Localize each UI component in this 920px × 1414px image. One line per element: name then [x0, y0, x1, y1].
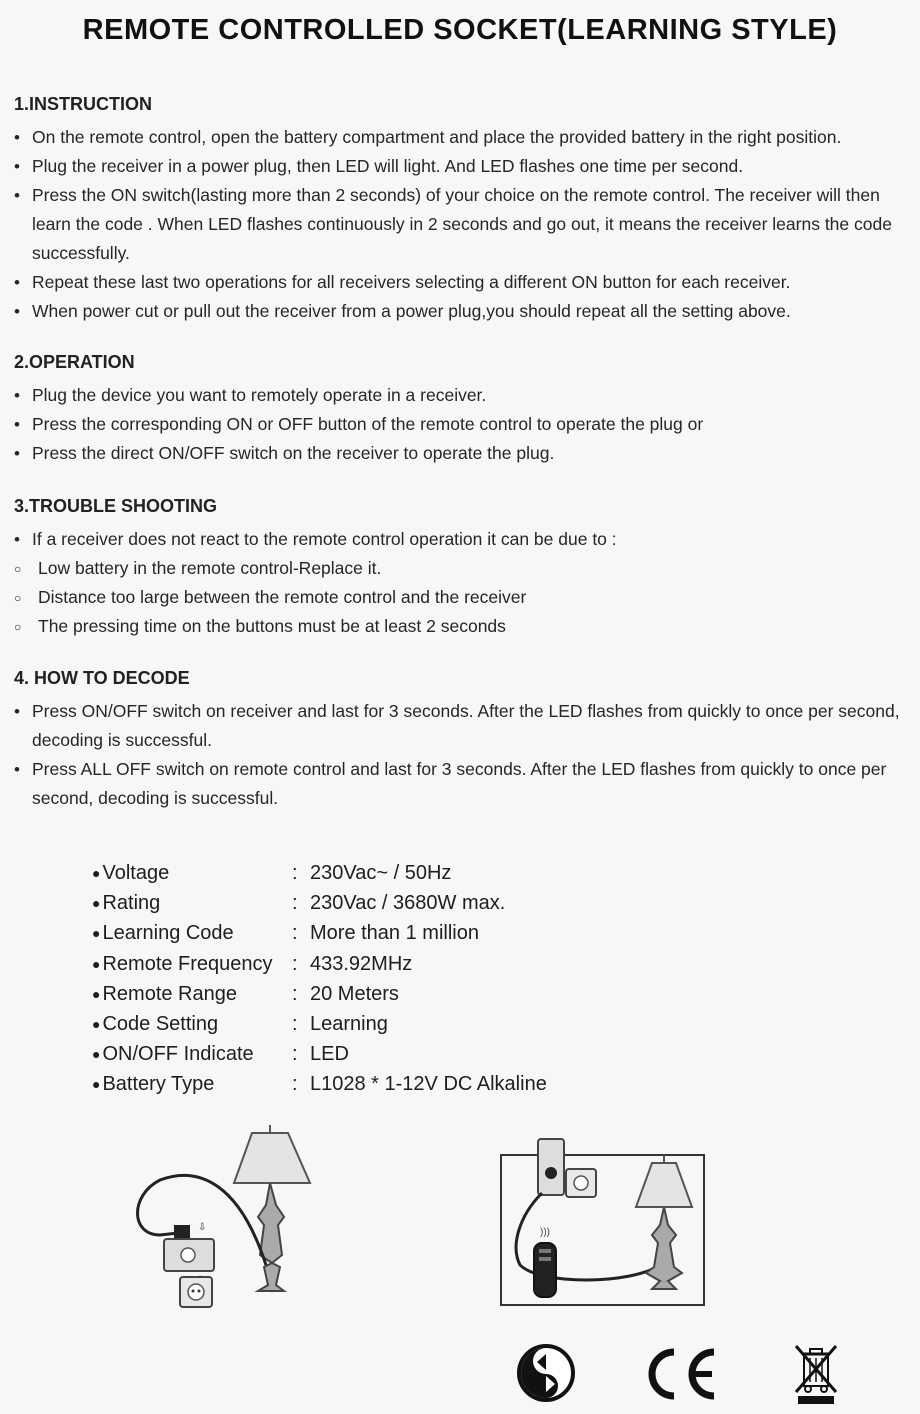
- lamp-base-icon: [646, 1207, 682, 1289]
- spec-label: ● Remote Frequency: [92, 949, 292, 979]
- decode-list: [14, 697, 914, 813]
- section-how-to-decode: [14, 668, 914, 813]
- spec-colon: :: [292, 982, 298, 1005]
- crossed-bin-icon: [792, 1342, 840, 1406]
- spec-colon: :: [292, 1012, 298, 1035]
- instruction-list: [14, 123, 914, 326]
- spec-row: [92, 949, 652, 979]
- spec-label: ● Learning Code: [92, 918, 292, 948]
- svg-text:⇩: ⇩: [198, 1222, 207, 1233]
- section-trouble-shooting: [14, 496, 914, 641]
- sub-list-item: ○ The pressing time on the buttons must be at least 2 seconds: [14, 612, 914, 641]
- spec-row: [92, 918, 652, 948]
- svg-text:))): ))): [540, 1227, 550, 1238]
- sub-list-item: ○ Distance too large between the remote control and the receiver: [14, 583, 914, 612]
- spec-row: [92, 888, 652, 918]
- spec-colon: :: [292, 1073, 298, 1096]
- spec-value: LED: [310, 1043, 349, 1066]
- spec-row: [92, 858, 652, 888]
- spec-value: 230Vac~ / 50Hz: [310, 862, 452, 884]
- list-item: • When power cut or pull out the receiver from a power plug,you should repeat all the setting above.: [14, 297, 914, 326]
- spec-label: ● Rating: [92, 888, 292, 918]
- spec-label: ● ON/OFF Indicate: [92, 1039, 292, 1069]
- spec-row: [92, 1069, 652, 1099]
- spec-label: ● Code Setting: [92, 1009, 292, 1039]
- spec-colon: :: [292, 952, 298, 975]
- list-item: • Press ALL OFF switch on remote control and last for 3 seconds. After the LED flashes from quickly to once per second, decoding is successful.: [14, 755, 914, 813]
- spec-colon: :: [292, 892, 298, 915]
- list-item: • On the remote control, open the battery compartment and place the provided battery in the right position.: [14, 123, 914, 152]
- plug-lamp-illustration: [130, 1125, 330, 1315]
- lamp-base-icon: [258, 1183, 284, 1291]
- list-item: • Repeat these last two operations for all receivers selecting a different ON button for each receiver.: [14, 268, 914, 297]
- list-item: • Press the corresponding ON or OFF button of the remote control to operate the plug or: [14, 410, 914, 439]
- spec-row: [92, 979, 652, 1009]
- list-item: • Press the direct ON/OFF switch on the receiver to operate the plug.: [14, 439, 914, 468]
- spec-row: [92, 1039, 652, 1069]
- operation-list: [14, 381, 914, 468]
- spec-value: More than 1 million: [310, 922, 479, 945]
- section-heading: 2.OPERATION: [14, 352, 135, 372]
- spec-table: [92, 858, 652, 1100]
- spec-value: Learning: [310, 1012, 388, 1035]
- section-operation: [14, 352, 914, 468]
- spec-colon: :: [292, 1043, 298, 1066]
- spec-label: ● Voltage: [92, 858, 292, 888]
- spec-colon: :: [292, 922, 298, 945]
- section-heading: 4. HOW TO DECODE: [14, 668, 190, 688]
- spec-label: ● Remote Range: [92, 979, 292, 1009]
- spec-value: L1028 * 1-12V DC Alkaline: [310, 1073, 547, 1096]
- spec-colon: :: [292, 862, 298, 884]
- section-heading: 1.INSTRUCTION: [14, 94, 153, 114]
- ce-mark-icon: [644, 1346, 720, 1402]
- spec-value: 20 Meters: [310, 982, 399, 1005]
- list-item: • Press the ON switch(lasting more than 2 seconds) of your choice on the remote control. The receiver will then learn the code . When LED flashes continuously in 2 seconds and go out, it means the receiver learns the code successfully.: [14, 181, 914, 268]
- sub-list-item: ○ Low battery in the remote control-Replace it.: [14, 554, 914, 583]
- section-instruction: [14, 94, 914, 326]
- list-item: • If a receiver does not react to the remote control operation it can be due to :: [14, 525, 914, 554]
- trouble-list: [14, 525, 914, 641]
- green-dot-icon: [517, 1344, 575, 1402]
- page-title: REMOTE CONTROLLED SOCKET(LEARNING STYLE): [82, 14, 838, 46]
- section-heading: 3.TROUBLE SHOOTING: [14, 496, 218, 516]
- spec-row: [92, 1009, 652, 1039]
- list-item: • Plug the device you want to remotely operate in a receiver.: [14, 381, 914, 410]
- lamp-shade-icon: [636, 1163, 692, 1207]
- spec-label: ● Battery Type: [92, 1069, 292, 1099]
- list-item: • Press ON/OFF switch on receiver and last for 3 seconds. After the LED flashes from quickly to once per second, decoding is successful.: [14, 697, 914, 755]
- spec-value: 433.92MHz: [310, 952, 413, 975]
- list-item: • Plug the receiver in a power plug, then LED will light. And LED flashes one time per second.: [14, 152, 914, 181]
- spec-value: 230Vac / 3680W max.: [310, 892, 506, 915]
- plug-icon: [174, 1225, 190, 1239]
- remote-lamp-illustration: [500, 1135, 706, 1307]
- lamp-shade-icon: [234, 1133, 310, 1183]
